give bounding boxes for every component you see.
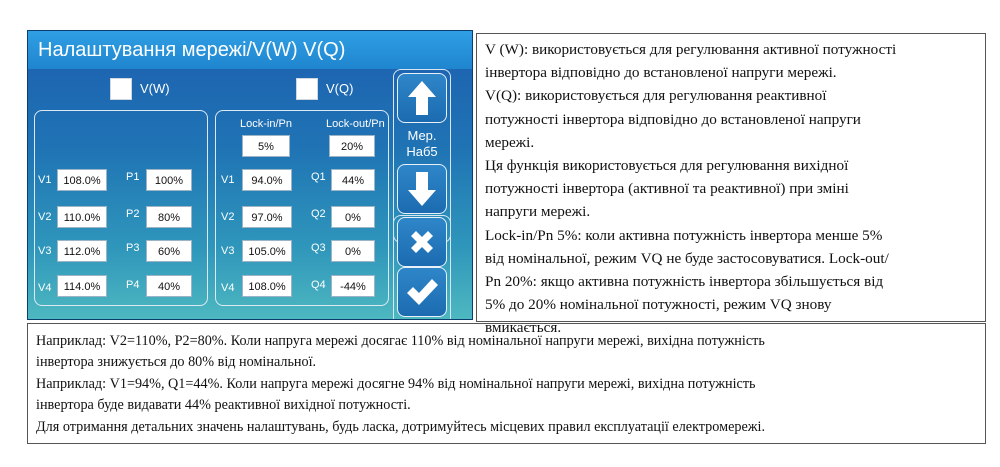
vq-v4-label: V4 (221, 282, 235, 294)
vw-v4-label: V4 (38, 282, 52, 294)
vq-q4-field[interactable]: -44% (331, 275, 375, 297)
vq-v2-label: V2 (221, 211, 235, 223)
description-line: Ця функція використовується для регулювання вихідної (485, 157, 849, 175)
lock-in-label: Lock-in/Pn (240, 118, 292, 130)
vw-checkbox-label: V(W) (140, 81, 170, 96)
examples-box (27, 323, 986, 444)
vq-q2-field[interactable]: 0% (331, 206, 375, 228)
vq-checkbox-label: V(Q) (326, 81, 354, 96)
vq-v3-label: V3 (221, 245, 235, 257)
page-down-button[interactable] (397, 164, 447, 214)
page-up-button[interactable] (397, 73, 447, 123)
vw-p4-field[interactable]: 40% (146, 275, 192, 297)
vq-q1-field[interactable]: 44% (331, 169, 375, 191)
vw-p3-field[interactable]: 60% (146, 240, 192, 262)
vq-v1-field[interactable]: 94.0% (242, 169, 292, 191)
vw-p2-field[interactable]: 80% (146, 206, 192, 228)
vw-p4-label: P4 (126, 279, 140, 291)
vq-v1-label: V1 (221, 174, 235, 186)
description-line: V(Q): використовується для регулювання реактивної (485, 87, 827, 105)
screen-title: Налаштування мережі/V(W) V(Q) (28, 31, 472, 69)
vq-v4-field[interactable]: 108.0% (242, 275, 292, 297)
check-icon (405, 277, 439, 307)
cancel-button[interactable] (397, 217, 447, 267)
example-line: інвертора знижується до 80% від номінальної. (36, 354, 317, 371)
vw-p2-label: P2 (126, 208, 140, 220)
description-line: вмикається. (485, 319, 562, 337)
description-line: напруги мережі. (485, 203, 591, 221)
vq-q3-field[interactable]: 0% (331, 240, 375, 262)
vq-checkbox[interactable] (296, 78, 318, 100)
grid-settings-screen (27, 30, 473, 320)
lock-in-field[interactable]: 5% (242, 135, 290, 157)
vw-v2-label: V2 (38, 211, 52, 223)
page-indicator-line2: Наб5 (406, 144, 438, 159)
example-line: інвертора буде видавати 44% реактивної вихідної потужності. (36, 397, 411, 414)
vw-p1-field[interactable]: 100% (146, 169, 192, 191)
description-line: потужності інвертора (активної та реактивної) при зміні (485, 180, 849, 198)
description-line: 5% до 20% номінальної потужності, режим VQ знову (485, 296, 832, 314)
lock-out-label: Lock-out/Pn (326, 118, 385, 130)
description-box (476, 33, 986, 337)
vq-q4-label: Q4 (311, 279, 326, 291)
example-line: Наприклад: V1=94%, Q1=44%. Коли напруга мережі досягне 94% від номінальної напруги мережі, вихідна потужність (36, 375, 756, 392)
description-line: інвертора відповідно до встановленої напруги мережі. (485, 64, 837, 82)
description-line: V (W): використовується для регулювання активної потужності (485, 41, 897, 58)
vq-q3-label: Q3 (311, 242, 326, 254)
vw-v3-field[interactable]: 112.0% (57, 240, 107, 262)
vq-q1-label: Q1 (311, 171, 326, 183)
vw-v4-field[interactable]: 114.0% (57, 275, 107, 297)
description-line: Lock-in/Pn 5%: коли активна потужність інвертора менше 5% (485, 226, 883, 244)
arrow-down-icon (407, 171, 437, 207)
vq-v3-field[interactable]: 105.0% (242, 240, 292, 262)
vw-v1-label: V1 (38, 174, 52, 186)
vq-q2-label: Q2 (311, 208, 326, 220)
description-line: Pn 20%: якщо активна потужність інвертора збільшується від (485, 273, 884, 291)
vw-checkbox[interactable] (110, 78, 132, 100)
page-indicator (397, 128, 447, 160)
vw-v2-field[interactable]: 110.0% (57, 206, 107, 228)
lock-out-field[interactable]: 20% (329, 135, 375, 157)
vq-v2-field[interactable]: 97.0% (242, 206, 292, 228)
description-line: потужності інвертора відповідно до встановленої напруги (485, 110, 861, 128)
vw-p3-label: P3 (126, 242, 140, 254)
page-indicator-line1: Мер. (407, 128, 437, 143)
confirm-button[interactable] (397, 267, 447, 317)
description-line: від номінальної, режим VQ не буде застосовуватися. Lock-out/ (485, 249, 889, 267)
close-icon (406, 226, 438, 258)
vw-v1-field[interactable]: 108.0% (57, 169, 107, 191)
vw-p1-label: P1 (126, 171, 140, 183)
example-line: Для отримання детальних значень налаштувань, будь ласка, дотримуйтесь місцевих правил експлуатації електромережі. (36, 418, 766, 435)
example-line: Наприклад: V2=110%, P2=80%. Коли напруга мережі досягає 110% від номінальної напруги мережі, вихідна потужність (36, 333, 765, 349)
arrow-up-icon (407, 80, 437, 116)
description-line: мережі. (485, 133, 535, 151)
vw-v3-label: V3 (38, 245, 52, 257)
